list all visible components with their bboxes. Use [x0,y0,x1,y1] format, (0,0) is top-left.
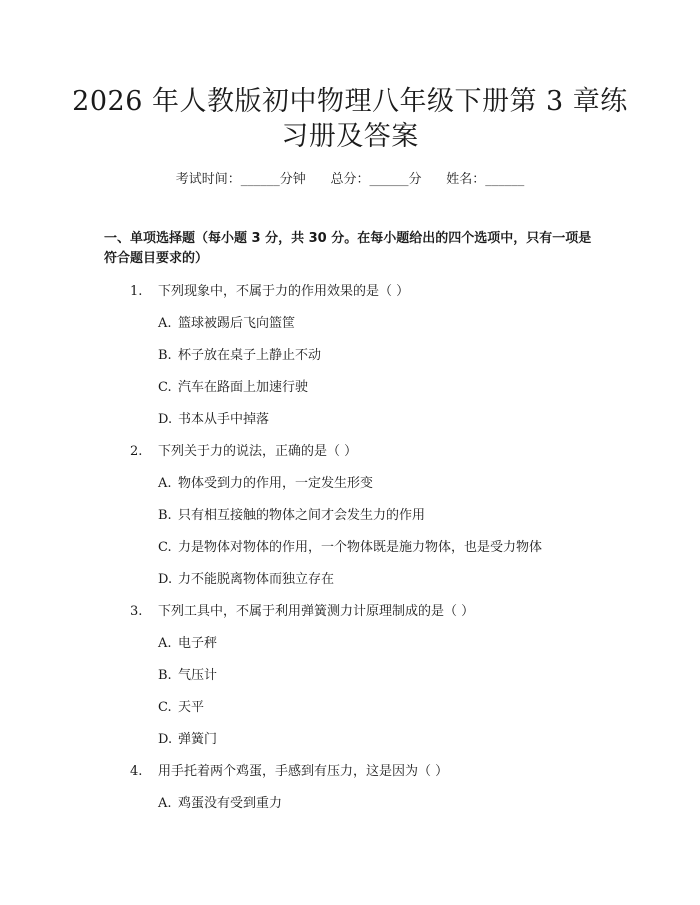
option-text: 天平 [178,700,205,715]
option-text: 鸡蛋没有受到重力 [178,796,283,811]
option-3b [158,666,217,686]
option-letter: C. [158,380,172,395]
option-3c [158,698,204,718]
question-text: 下列现象中，不属于力的作用效果的是（ ） [158,284,410,299]
option-letter: C. [158,700,172,715]
question-4 [130,762,448,782]
option-2c [158,538,542,558]
option-text: 电子秤 [178,636,218,651]
option-text: 杯子放在桌子上静止不动 [178,348,322,363]
option-letter: D. [158,572,173,587]
option-letter: A. [158,476,172,491]
option-letter: D. [158,412,173,427]
option-1a [158,314,295,334]
question-number: 3. [130,604,143,619]
option-letter: A. [158,316,172,331]
option-1b [158,346,321,366]
option-text: 气压计 [178,668,218,683]
option-2b [158,506,425,526]
option-letter: B. [158,348,172,363]
question-3 [130,602,474,622]
option-1d [158,410,269,430]
question-number: 2. [130,444,143,459]
question-1 [130,282,409,302]
option-letter: A. [158,636,172,651]
option-4a [158,794,282,814]
option-text: 汽车在路面上加速行驶 [178,380,309,395]
document-title-line-2: 习册及答案 [281,121,419,152]
option-text: 物体受到力的作用，一定发生形变 [178,476,374,491]
option-3d [158,730,217,750]
question-number: 1. [130,284,143,299]
option-letter: D. [158,732,173,747]
question-text: 用手托着两个鸡蛋，手感到有压力，这是因为（ ） [158,764,449,779]
option-letter: B. [158,668,172,683]
option-2d [158,570,334,590]
option-text: 力是物体对物体的作用，一个物体既是施力物体，也是受力物体 [178,540,543,555]
option-text: 弹簧门 [178,732,218,747]
option-text: 书本从手中掉落 [178,412,270,427]
question-text: 下列关于力的说法，正确的是（ ） [158,444,358,459]
option-text: 篮球被踢后飞向篮筐 [178,316,296,331]
question-2 [130,442,357,462]
option-text: 只有相互接触的物体之间才会发生力的作用 [178,508,426,523]
question-text: 下列工具中，不属于利用弹簧测力计原理制成的是（ ） [158,604,475,619]
option-letter: B. [158,508,172,523]
document-title-line-1: 2026 年人教版初中物理八年级下册第 3 章练 [72,86,628,117]
option-text: 力不能脱离物体而独立存在 [178,572,335,587]
option-3a [158,634,217,654]
option-2a [158,474,373,494]
section-heading: 一、单项选择题（每小题 3 分，共 30 分。在每小题给出的四个选项中，只有一项是符合题目要求的） [104,231,592,266]
exam-info-line: 考试时间：______分钟 总分：______分 姓名：______ [175,172,525,187]
option-1c [158,378,308,398]
question-number: 4. [130,764,143,779]
option-letter: A. [158,796,172,811]
option-letter: C. [158,540,172,555]
